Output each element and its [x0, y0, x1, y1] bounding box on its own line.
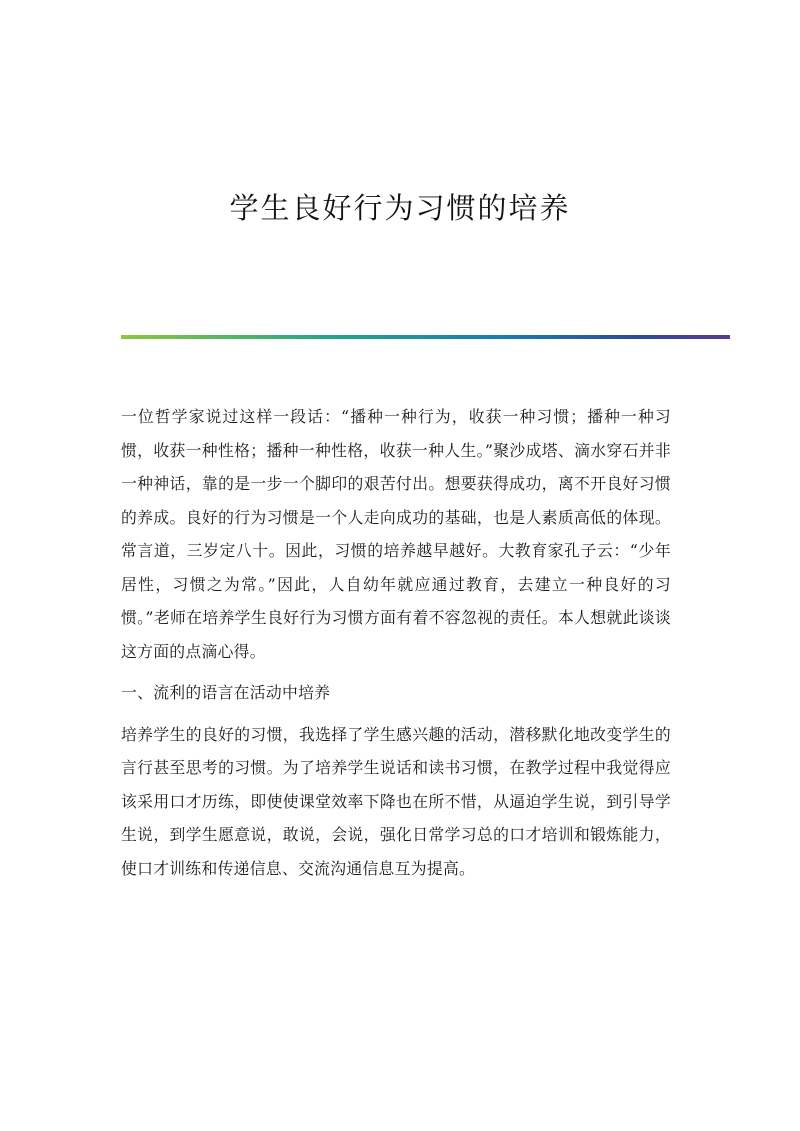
document-title: 学生良好行为习惯的培养 [229, 191, 571, 225]
intro-paragraph: 一位哲学家说过这样一段话：“播种一种行为，收获一种习惯；播种一种习惯，收获一种性格；播种一种性格，收获一种人生。”聚沙成塔、滴水穿石并非一种神话，靠的是一步一个脚印的艰苦付出。想要获得成功，离不开良好习惯的养成。良好的行为习惯是一个人走向成功的基础，也是人素质高低的体现。常言道，三岁定八十。因此，习惯的培养越早越好。大教育家孔子云：“少年居性，习惯之为常。”因此，人自幼年就应通过教育，去建立一种良好的习惯。”老师在培养学生良好行为习惯方面有着不容忽视的责任。本人想就此谈谈这方面的点滴心得。 [121, 407, 671, 661]
section-heading-1: 一、流利的语言在活动中培养 [121, 683, 331, 702]
section-1-paragraph: 培养学生的良好的习惯，我选择了学生感兴趣的活动，潜移默化地改变学生的言行甚至思考的习惯。为了培养学生说话和读书习惯，在教学过程中我觉得应该采用口才历练，即使使课堂效率下降也在所不惜，从逼迫学生说，到引导学生说，到学生愿意说，敢说，会说，强化日常学习总的口才培训和锻炼能力，使口才训练和传递信息、交流沟通信息互为提高。 [121, 724, 671, 878]
document-body [121, 400, 671, 885]
title-divider [121, 335, 730, 339]
